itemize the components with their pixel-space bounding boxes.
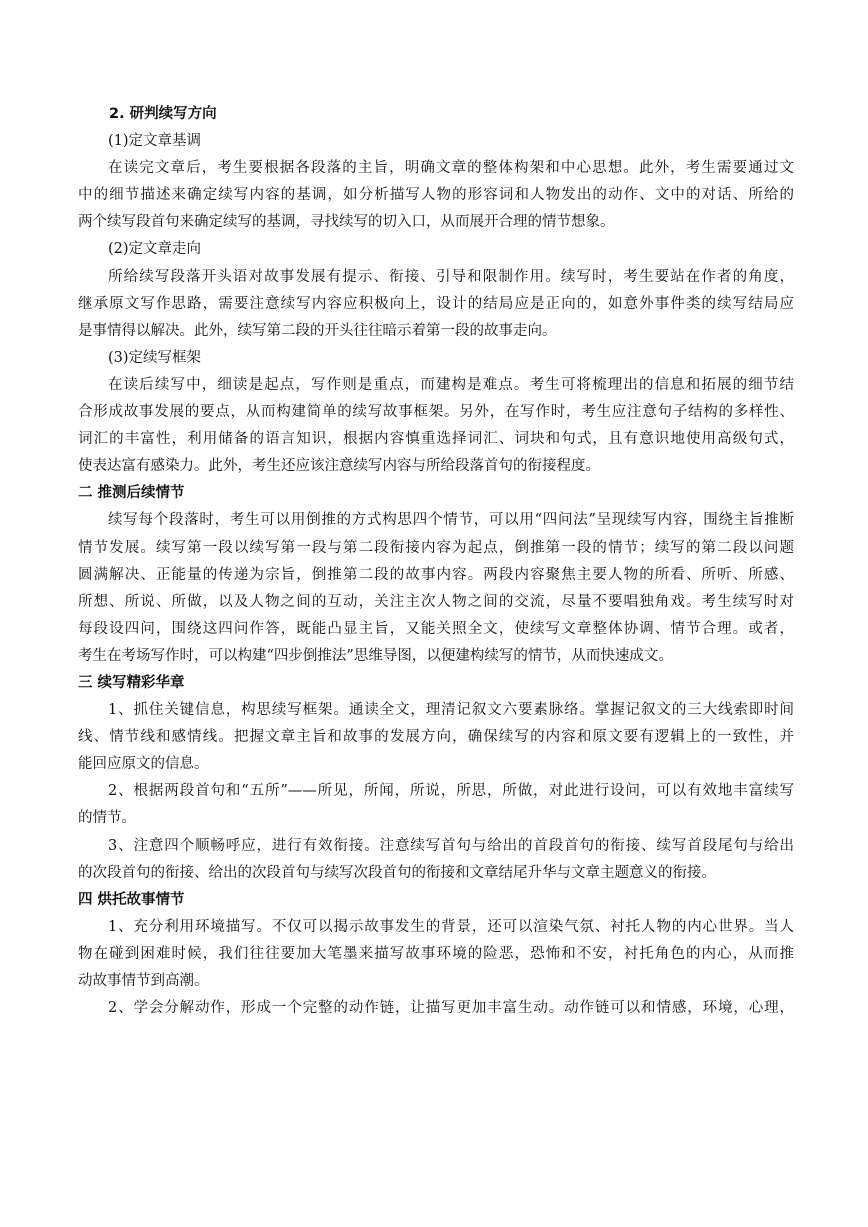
paragraph-line: 1、抓住关键信息，构思续写框架。通读全文，理清记叙文六要素脉络。掌握记叙文的三大线索即时间 — [108, 702, 794, 719]
section-heading-direction: 2. 研判续写方向 — [109, 106, 217, 122]
paragraph-line: 动故事情节到高潮。 — [78, 973, 209, 989]
subheading-framework: (3)定续写框架 — [108, 349, 202, 366]
section-heading-enhance-plot: 四 烘托故事情节 — [78, 891, 185, 908]
subheading-direction: (2)定文章走向 — [108, 241, 202, 258]
paragraph-line: 所给续写段落开头语对故事发展有提示、衔接、引导和限制作用。续写时，考生要站在作者的角度， — [108, 268, 794, 285]
paragraph-line: 2、学会分解动作，形成一个完整的动作链，让描写更加丰富生动。动作链可以和情感，环境，心理， — [108, 1000, 794, 1017]
paragraph-line: 的情节。 — [78, 810, 136, 827]
subheading-tone: (1)定文章基调 — [108, 133, 202, 150]
paragraph-line: 合形成故事发展的要点，从而构建简单的续写故事框架。另外，在写作时，考生应注意句子结构的多样性、 — [78, 404, 794, 421]
paragraph-line: 继承原文写作思路，需要注意续写内容应积极向上，设计的结局应是正向的，如意外事件类的续写结局应 — [78, 295, 794, 312]
paragraph-line: 在读完文章后，考生要根据各段落的主旨，明确文章的整体构架和中心思想。此外，考生需要通过文 — [108, 160, 794, 177]
paragraph-line: 考生在考场写作时，可以构建“四步倒推法”思维导图，以便建构续写的情节，从而快速成文。 — [78, 647, 673, 664]
paragraph-line: 物在碰到困难时候，我们往往要加大笔墨来描写故事环境的险恶，恐怖和不安，衬托角色的内心，从而推 — [78, 945, 794, 962]
paragraph-line: 在读后续写中，细读是起点，写作则是重点，而建构是难点。考生可将梳理出的信息和拓展的细节结 — [108, 376, 794, 393]
document-content — [78, 101, 794, 1022]
paragraph-line: 能回应原文的信息。 — [78, 756, 209, 773]
paragraph-line: 圆满解决、正能量的传递为宗旨，倒推第二段的故事内容。两段内容聚焦主要人物的所看、所听、所感、 — [78, 566, 794, 583]
paragraph-line: 使表达富有感染力。此外，考生还应该注意续写内容与所给段落首句的衔接程度。 — [78, 458, 600, 475]
paragraph-line: 是事情得以解决。此外，续写第二段的开头往往暗示着第一段的故事走向。 — [78, 322, 557, 339]
paragraph-line: 3、注意四个顺畅呼应，进行有效衔接。注意续写首句与给出的首段首句的衔接、续写首段尾句与给出 — [108, 837, 794, 854]
paragraph-line: 2、根据两段首句和“五所”——所见，所闻，所说，所思，所做，对此进行设问，可以有效地丰富续写 — [108, 783, 794, 800]
paragraph-line: 1、充分利用环境描写。不仅可以揭示故事发生的背景，还可以渲染气氛、衬托人物的内心世界。当人 — [108, 918, 794, 935]
section-heading-infer-plot: 二 推测后续情节 — [78, 485, 185, 502]
paragraph-line: 词汇的丰富性，利用储备的语言知识，根据内容慎重选择词汇、词块和句式，且有意识地使用高级句式， — [78, 431, 794, 448]
section-heading-chapter: 三 续写精彩华章 — [78, 674, 185, 691]
paragraph-line: 的次段首句的衔接、给出的次段首句与续写次段首句的衔接和文章结尾升华与文章主题意义的衔接。 — [78, 864, 716, 881]
paragraph-line: 两个续写段首句来确定续写的基调，寻找续写的切入口，从而展开合理的情节想象。 — [78, 214, 615, 231]
paragraph-line: 续写每个段落时，考生可以用倒推的方式构思四个情节，可以用“四问法”呈现续写内容，围绕主旨推断 — [108, 512, 794, 529]
paragraph-line: 每段设四问，围绕这四问作答，既能凸显主旨，又能关照全文，使续写文章整体协调、情节合理。或者， — [78, 620, 794, 637]
paragraph-line: 线、情节线和感情线。把握文章主旨和故事的发展方向，确保续写的内容和原文要有逻辑上的一致性，并 — [78, 729, 794, 746]
paragraph-line: 所想、所说、所做，以及人物之间的互动，关注主次人物之间的交流，尽量不要唱独角戏。考生续写时对 — [78, 593, 794, 610]
paragraph-line: 中的细节描述来确定续写内容的基调，如分析描写人物的形容词和人物发出的动作、文中的对话、所给的 — [78, 187, 794, 204]
paragraph-line: 情节发展。续写第一段以续写第一段与第二段衔接内容为起点，倒推第一段的情节；续写的第二段以问题 — [78, 539, 794, 556]
